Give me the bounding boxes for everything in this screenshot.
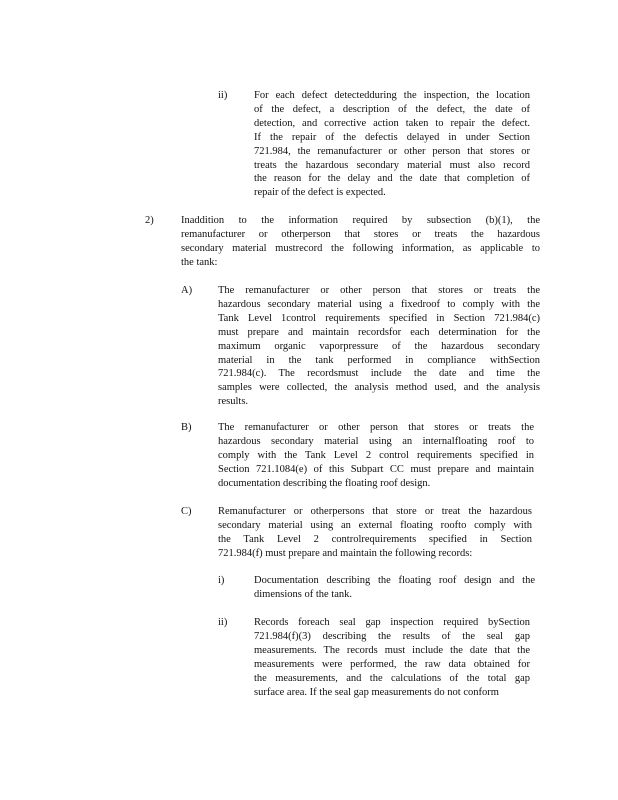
text-line: If the repair of the defectis delayed in under Section bbox=[254, 131, 530, 143]
paragraph-text bbox=[254, 89, 530, 200]
text-line: maximum organic vaporpressure of the hazardous secondary bbox=[218, 340, 540, 352]
text-line: 721.984(f)(3) describing the results of the seal gap bbox=[254, 630, 530, 642]
text-line: must prepare and maintain recordsfor each determination for the bbox=[218, 326, 540, 338]
text-line: Documentation describing the floating roof design and the bbox=[254, 575, 535, 586]
text-line: documentation describing the floating roof design. bbox=[218, 477, 431, 489]
paragraph-marker: A) bbox=[181, 285, 193, 296]
text-line: comply with the Tank Level 2 control requirements specified in bbox=[218, 449, 534, 461]
text-line: Tank Level 1control requirements specified in Section 721.984(c) bbox=[218, 312, 540, 324]
paragraph-marker: B) bbox=[181, 422, 192, 433]
text-line: 721.984(c). The recordsmust include the date and time the bbox=[218, 368, 540, 380]
text-line: dimensions of the tank. bbox=[254, 588, 352, 600]
text-line: For each defect detectedduring the inspection, the location bbox=[254, 90, 530, 101]
paragraph-text bbox=[254, 616, 530, 699]
text-line: detection, and corrective action taken to repair the defect. bbox=[254, 117, 530, 129]
text-line: measurements. The records must include the date that the bbox=[254, 644, 530, 656]
text-line: repair of the defect is expected. bbox=[254, 187, 386, 199]
text-line: remanufacturer or otherperson that stores or treats the hazardous bbox=[181, 228, 540, 240]
paragraph-marker: 2) bbox=[145, 215, 154, 226]
paragraph-text bbox=[218, 421, 534, 491]
text-line: the measurements, and the calculations of the total gap bbox=[254, 672, 530, 684]
text-line: treats the hazardous secondary material must also record bbox=[254, 159, 530, 171]
text-line: Remanufacturer or otherpersons that store or treat the hazardous bbox=[218, 506, 532, 517]
text-line: measurements were performed, the raw data obtained for bbox=[254, 658, 530, 670]
text-line: surface area. If the seal gap measurements do not conform bbox=[254, 686, 499, 698]
text-line: 721.984(f) must prepare and maintain the following records: bbox=[218, 547, 473, 559]
text-line: hazardous secondary material using an internalfloating roof to bbox=[218, 435, 534, 447]
text-line: Records foreach seal gap inspection required bySection bbox=[254, 617, 530, 628]
paragraph-text bbox=[181, 214, 540, 270]
paragraph-marker: ii) bbox=[218, 90, 228, 101]
text-line: samples were collected, the analysis method used, and the analysis bbox=[218, 382, 540, 394]
text-line: secondary material mustrecord the following information, as applicable to bbox=[181, 242, 540, 254]
paragraph-marker: i) bbox=[218, 575, 225, 586]
text-line: The remanufacturer or other person that stores or treats the bbox=[218, 422, 534, 433]
text-line: hazardous secondary material using a fixedroof to comply with the bbox=[218, 298, 540, 310]
text-line: the tank: bbox=[181, 256, 218, 268]
text-line: the Tank Level 2 controlrequirements specified in Section bbox=[218, 533, 532, 545]
paragraph-marker: C) bbox=[181, 506, 192, 517]
text-line: material in the tank performed in compliance withSection bbox=[218, 354, 540, 366]
text-line: secondary material using an external floating roofto comply with bbox=[218, 519, 532, 531]
text-line: the reason for the delay and the date that completion of bbox=[254, 173, 530, 185]
text-line: results. bbox=[218, 396, 249, 408]
paragraph-text bbox=[218, 284, 540, 409]
text-line: 721.984, the remanufacturer or other person that stores or bbox=[254, 145, 530, 157]
paragraph-text bbox=[218, 505, 532, 561]
paragraph-marker: ii) bbox=[218, 617, 228, 628]
text-line: Inaddition to the information required by subsection (b)(1), the bbox=[181, 215, 540, 226]
text-line: The remanufacturer or other person that stores or treats the bbox=[218, 285, 540, 296]
paragraph-text bbox=[254, 574, 535, 602]
text-line: of the defect, a description of the defect, the date of bbox=[254, 103, 530, 115]
text-line: Section 721.1084(e) of this Subpart CC must prepare and maintain bbox=[218, 463, 534, 475]
